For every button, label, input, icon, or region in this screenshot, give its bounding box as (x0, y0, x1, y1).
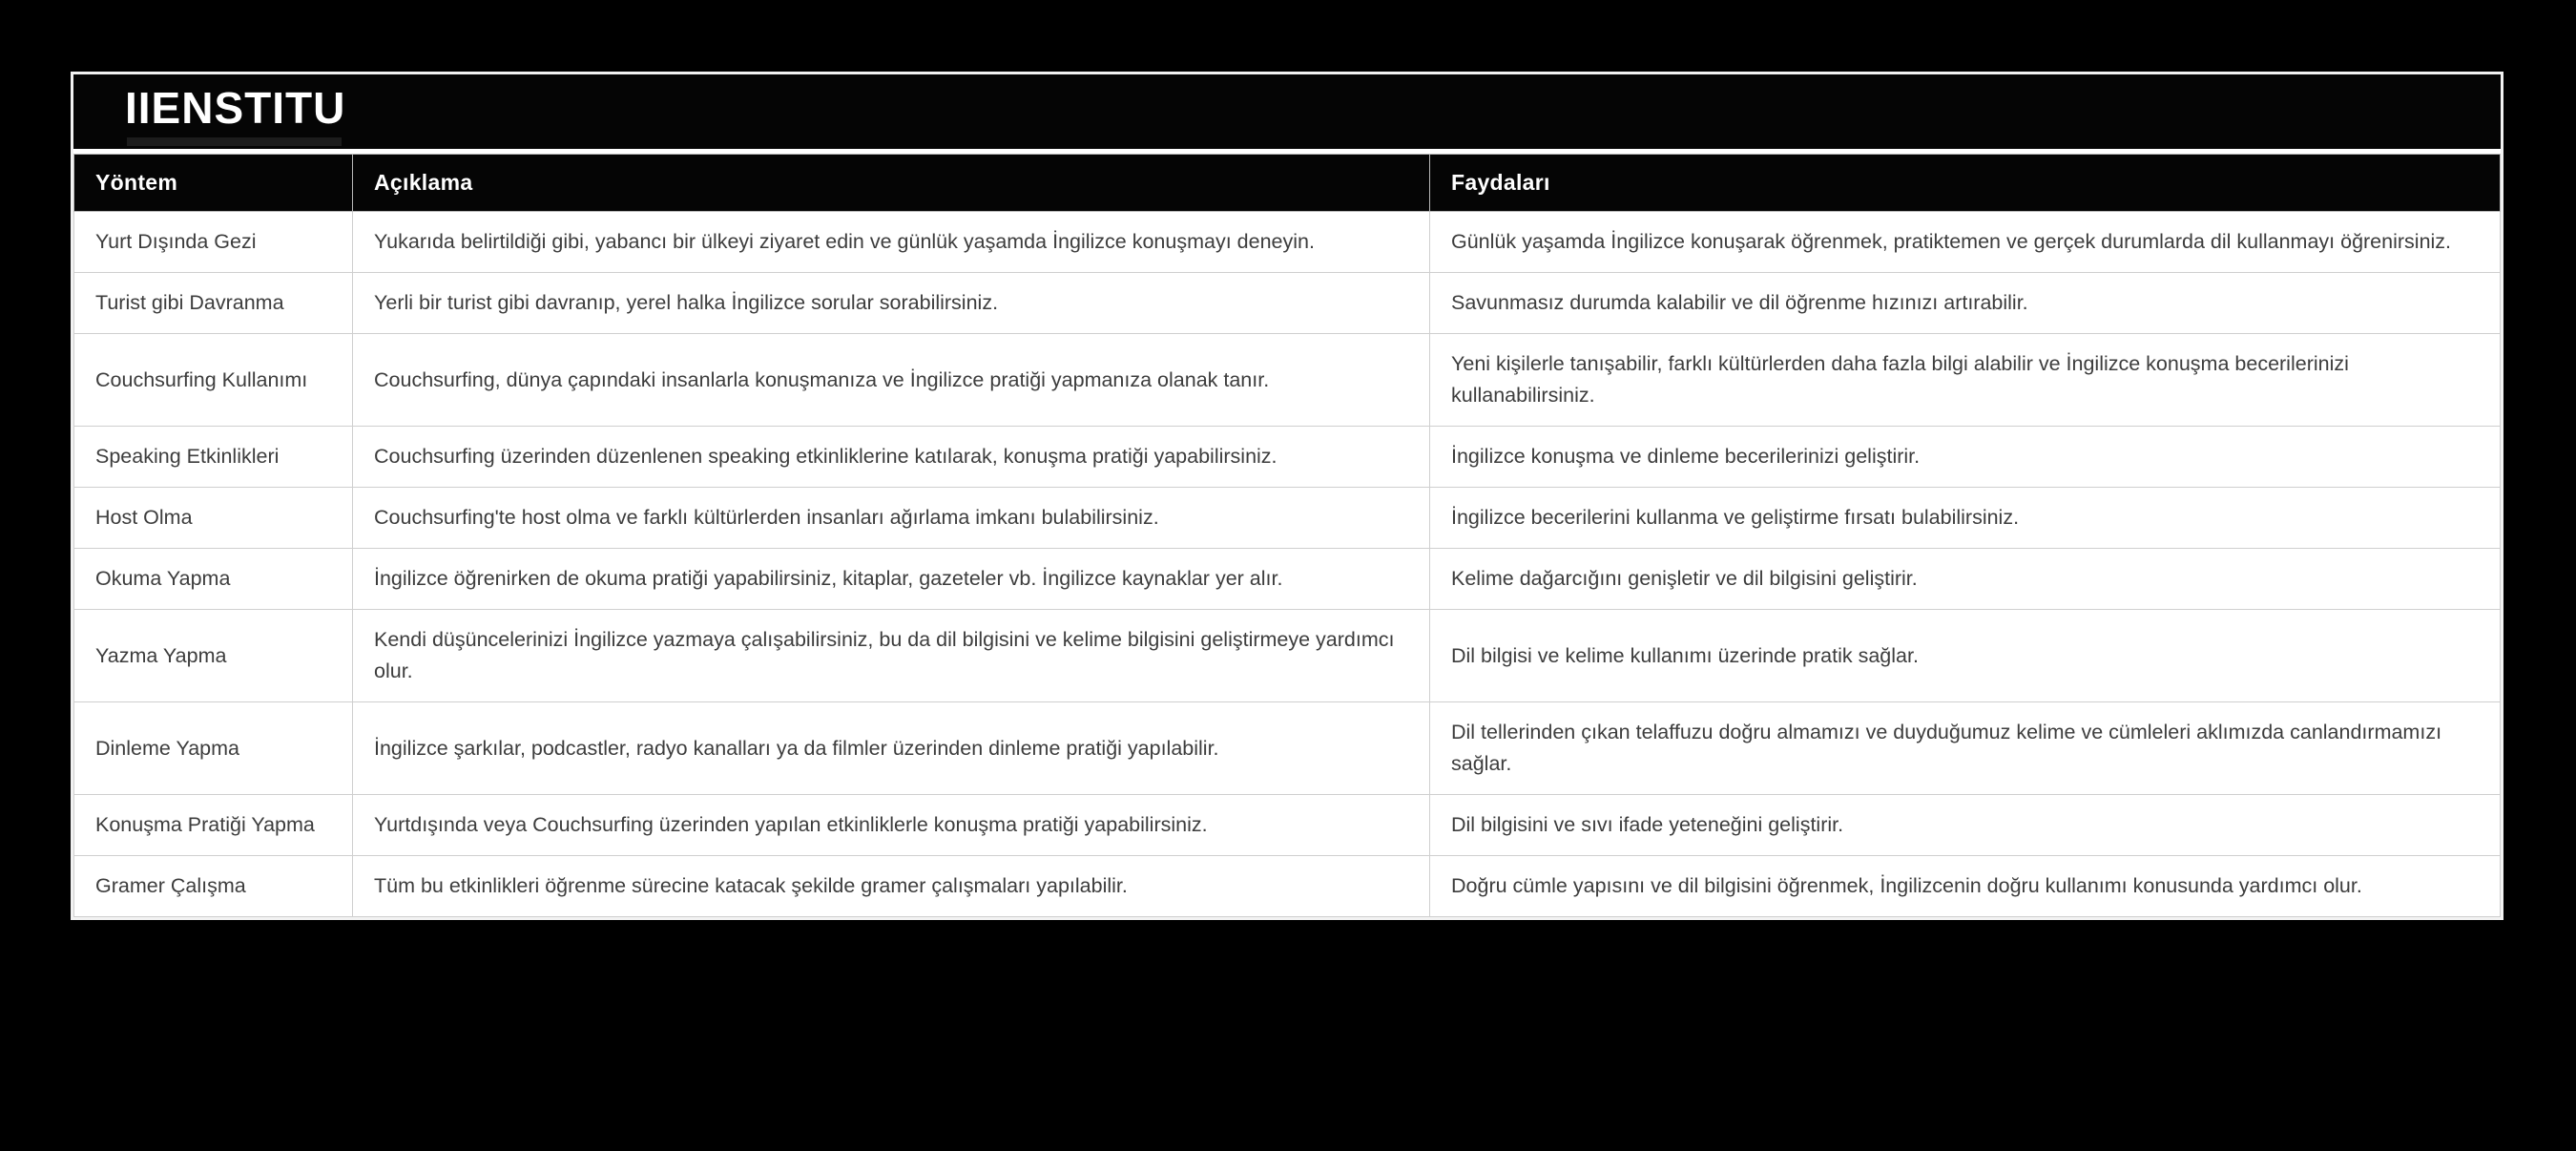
description-cell: Yurtdışında veya Couchsurfing üzerinden yapılan etkinliklerle konuşma pratiği yapabilirsiniz. (353, 795, 1430, 856)
method-cell: Speaking Etkinlikleri (74, 427, 353, 488)
method-cell: Turist gibi Davranma (74, 273, 353, 334)
method-cell: Dinleme Yapma (74, 702, 353, 795)
description-cell: Yukarıda belirtildiği gibi, yabancı bir ülkeyi ziyaret edin ve günlük yaşamda İngilizce konuşmayı deneyin. (353, 212, 1430, 273)
method-cell: Yazma Yapma (74, 610, 353, 702)
method-cell: Yurt Dışında Gezi (74, 212, 353, 273)
method-cell: Konuşma Pratiği Yapma (74, 795, 353, 856)
table-header-row (74, 155, 2501, 212)
benefits-cell: Savunmasız durumda kalabilir ve dil öğrenme hızınızı artırabilir. (1430, 273, 2501, 334)
table-card (71, 72, 2503, 920)
column-header-aciklama: Açıklama (353, 155, 1430, 212)
table-row (74, 702, 2501, 795)
description-cell: Couchsurfing'te host olma ve farklı kültürlerden insanları ağırlama imkanı bulabilirsiniz. (353, 488, 1430, 549)
table-row (74, 273, 2501, 334)
method-cell: Okuma Yapma (74, 549, 353, 610)
table-row (74, 549, 2501, 610)
method-cell: Gramer Çalışma (74, 856, 353, 917)
description-cell: Couchsurfing üzerinden düzenlenen speaking etkinliklerine katılarak, konuşma pratiği yapabilirsiniz. (353, 427, 1430, 488)
benefits-cell: Yeni kişilerle tanışabilir, farklı kültürlerden daha fazla bilgi alabilir ve İngilizce konuşma becerilerinizi kullanabilirsiniz. (1430, 334, 2501, 427)
table-row (74, 856, 2501, 917)
column-header-faydalari: Faydaları (1430, 155, 2501, 212)
description-cell: İngilizce şarkılar, podcastler, radyo kanalları ya da filmler üzerinden dinleme pratiği yapılabilir. (353, 702, 1430, 795)
description-cell: Kendi düşüncelerinizi İngilizce yazmaya çalışabilirsiniz, bu da dil bilgisini ve kelime bilgisini geliştirmeye yardımcı olur. (353, 610, 1430, 702)
benefits-cell: Dil tellerinden çıkan telaffuzu doğru almamızı ve duyduğumuz kelime ve cümleleri aklımızda canlandırmamızı sağlar. (1430, 702, 2501, 795)
title-bar (73, 74, 2501, 149)
method-cell: Couchsurfing Kullanımı (74, 334, 353, 427)
table-row (74, 212, 2501, 273)
table-row (74, 488, 2501, 549)
benefits-cell: Doğru cümle yapısını ve dil bilgisini öğrenmek, İngilizcenin doğru kullanımı konusunda yardımcı olur. (1430, 856, 2501, 917)
methods-table (73, 154, 2501, 917)
title-underline-decoration (127, 137, 342, 146)
benefits-cell: Dil bilgisini ve sıvı ifade yeteneğini geliştirir. (1430, 795, 2501, 856)
benefits-cell: İngilizce konuşma ve dinleme becerilerinizi geliştirir. (1430, 427, 2501, 488)
benefits-cell: İngilizce becerilerini kullanma ve geliştirme fırsatı bulabilirsiniz. (1430, 488, 2501, 549)
method-cell: Host Olma (74, 488, 353, 549)
description-cell: Couchsurfing, dünya çapındaki insanlarla konuşmanıza ve İngilizce pratiği yapmanıza olanak tanır. (353, 334, 1430, 427)
column-header-yontem: Yöntem (74, 155, 353, 212)
table-row (74, 334, 2501, 427)
benefits-cell: Kelime dağarcığını genişletir ve dil bilgisini geliştirir. (1430, 549, 2501, 610)
description-cell: Tüm bu etkinlikleri öğrenme sürecine katacak şekilde gramer çalışmaları yapılabilir. (353, 856, 1430, 917)
table-row (74, 427, 2501, 488)
description-cell: Yerli bir turist gibi davranıp, yerel halka İngilizce sorular sorabilirsiniz. (353, 273, 1430, 334)
description-cell: İngilizce öğrenirken de okuma pratiği yapabilirsiniz, kitaplar, gazeteler vb. İngilizce kaynaklar yer alır. (353, 549, 1430, 610)
page-title: IIENSTITU (125, 83, 346, 133)
table-row (74, 610, 2501, 702)
table-row (74, 795, 2501, 856)
benefits-cell: Günlük yaşamda İngilizce konuşarak öğrenmek, pratiktemen ve gerçek durumlarda dil kullanmayı öğrenirsiniz. (1430, 212, 2501, 273)
benefits-cell: Dil bilgisi ve kelime kullanımı üzerinde pratik sağlar. (1430, 610, 2501, 702)
